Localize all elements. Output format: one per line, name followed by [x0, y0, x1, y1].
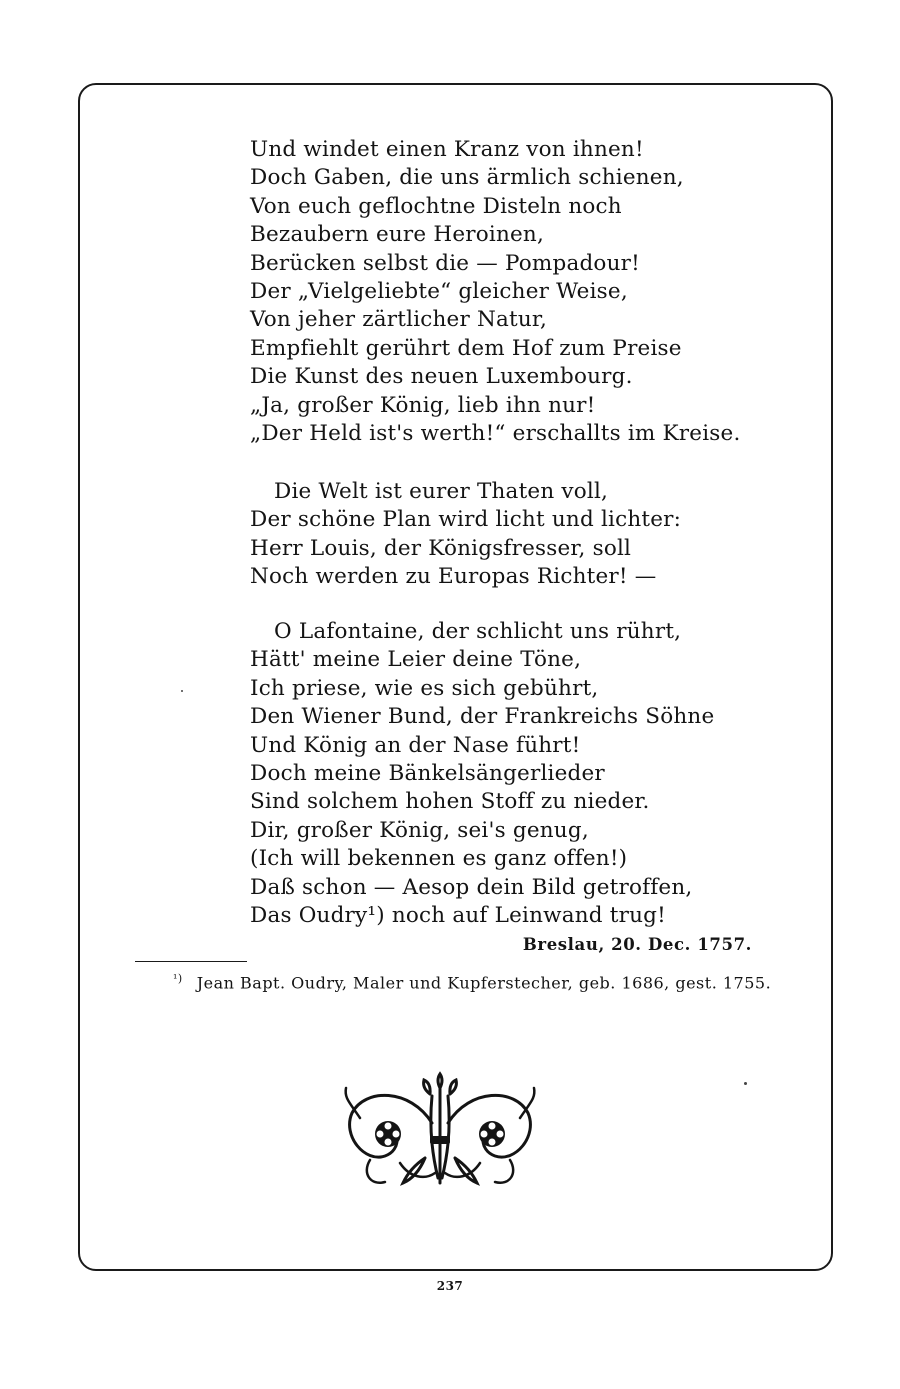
- poem-line: „Der Held ist's werth!“ erschallts im Kreise.: [250, 420, 741, 446]
- footnote-rule: [135, 961, 247, 962]
- poem-stanza-1: [250, 136, 740, 448]
- poem-line: Die Welt ist eurer Thaten voll,: [274, 479, 609, 504]
- page-number: 237: [436, 1279, 464, 1293]
- poem-line: Sind solchem hohen Stoff zu nieder.: [250, 789, 650, 815]
- poem-stanza-3: [250, 618, 714, 930]
- poem-line: Hätt' meine Leier deine Töne,: [250, 647, 582, 673]
- poem-stanza-2: [250, 478, 681, 592]
- poem-line: Noch werden zu Europas Richter! —: [250, 564, 657, 590]
- poem-line: Bezaubern eure Heroinen,: [250, 222, 544, 248]
- poem-line: Daß schon — Aesop dein Bild getroffen,: [250, 874, 693, 900]
- poem-line: Ich priese, wie es sich gebührt,: [250, 675, 599, 701]
- poem-line: Die Kunst des neuen Luxembourg.: [250, 364, 633, 390]
- footnote: [173, 972, 771, 992]
- footnote-marker: ¹): [173, 972, 183, 985]
- poem-line: „Ja, großer König, lieb ihn nur!: [250, 392, 596, 418]
- poem-line: Dir, großer König, sei's genug,: [250, 817, 589, 843]
- poem-line: Der schöne Plan wird licht und lichter:: [250, 507, 682, 533]
- poem-line: Den Wiener Bund, der Frankreichs Söhne: [250, 704, 715, 730]
- floral-ornament-icon: [340, 1068, 540, 1198]
- poem-line: Empfiehlt gerührt dem Hof zum Preise: [250, 335, 682, 361]
- poem-line: Von jeher zärtlicher Natur,: [250, 307, 548, 333]
- poem-line: Doch meine Bänkelsängerlieder: [250, 760, 605, 786]
- paper-speck: [181, 690, 183, 692]
- poem-line: (Ich will bekennen es ganz offen!): [250, 846, 628, 872]
- poem-line: Berücken selbst die — Pompadour!: [250, 250, 640, 276]
- poem-line: O Lafontaine, der schlicht uns rührt,: [274, 619, 682, 644]
- poem-line: Und windet einen Kranz von ihnen!: [250, 137, 644, 162]
- poem-line: Herr Louis, der Königsfresser, soll: [250, 535, 632, 561]
- poem-line: Und König an der Nase führt!: [250, 732, 581, 758]
- dateline: Breslau, 20. Dec. 1757.: [522, 935, 752, 954]
- footnote-text: Jean Bapt. Oudry, Maler und Kupferstecher, geb. 1686, gest. 1755.: [196, 973, 772, 993]
- poem-line: Der „Vielgeliebte“ gleicher Weise,: [250, 278, 628, 304]
- poem-line: Das Oudry¹) noch auf Leinwand trug!: [250, 902, 666, 928]
- poem-line: Von euch geflochtne Disteln noch: [250, 193, 622, 219]
- paper-speck: [744, 1082, 747, 1085]
- poem-line: Doch Gaben, die uns ärmlich schienen,: [250, 165, 684, 191]
